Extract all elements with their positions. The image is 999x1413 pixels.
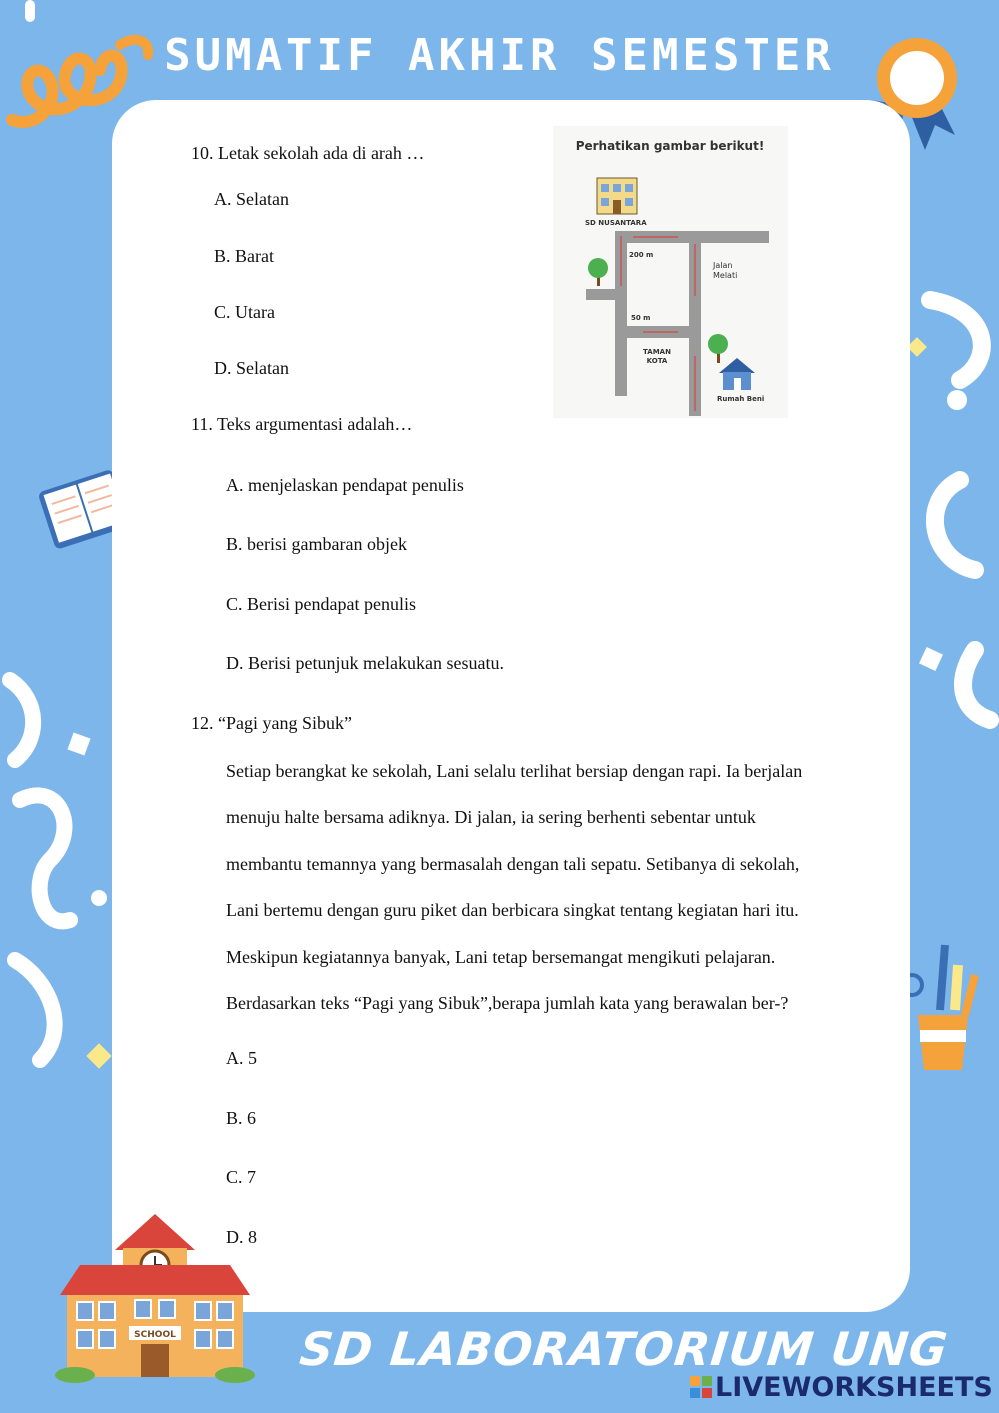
passage-line: membantu temannya yang bermasalah dengan tali sepatu. Setibanya di sekolah, (226, 853, 800, 874)
liveworksheets-logo-icon (690, 1376, 712, 1398)
house-icon (719, 358, 755, 390)
school-building-illustration (55, 1210, 255, 1385)
passage-question-line: Berdasarkan teks “Pagi yang Sibuk”,berapa jumlah kata yang berawalan ber-? (226, 993, 789, 1014)
q11-option-c[interactable]: C. Berisi pendapat penulis (226, 594, 416, 614)
worksheet-card (112, 100, 910, 1312)
q10-option-d[interactable]: D. Selatan (214, 358, 289, 378)
question-11-stem: 11. Teks argumentasi adalah… (191, 414, 413, 434)
q12-option-c[interactable]: C. 7 (226, 1167, 257, 1187)
distance-label-50m: 50 m (631, 314, 651, 322)
passage-line: Lani bertemu dengan guru piket dan berbicara singkat tentang kegiatan hari itu. (226, 900, 799, 921)
park-label-line1: TAMAN (643, 348, 671, 356)
question-12-stem: 12. “Pagi yang Sibuk” (191, 713, 352, 733)
q12-option-b[interactable]: B. 6 (226, 1108, 257, 1128)
white-squiggle-decoration (10, 680, 33, 760)
question-10-stem: 10. Letak sekolah ada di arah … (191, 143, 425, 163)
passage-line: Setiap berangkat ke sekolah, Lani selalu terlihat bersiap dengan rapi. Ia berjalan (226, 761, 803, 781)
passage-line: Meskipun kegiatannya banyak, Lani tetap bersemangat mengikuti pelajaran. (226, 946, 776, 967)
footer-school-name: SD LABORATORIUM UNG (297, 1322, 951, 1376)
distance-label-200m: 200 m (629, 251, 654, 259)
school-sign: SCHOOL (134, 1330, 176, 1340)
passage-line: menuju halte bersama adiknya. Di jalan, ia sering berhenti sebentar untuk (226, 807, 756, 828)
tree-icon (588, 258, 608, 286)
q10-option-a[interactable]: A. Selatan (214, 189, 289, 209)
street-label-line1: Jalan (713, 261, 733, 270)
tree-icon (708, 334, 728, 363)
page-title: SUMATIF AKHIR SEMESTER (164, 30, 835, 81)
liveworksheets-brand[interactable] (690, 1372, 993, 1403)
street-label-line2: Melati (713, 271, 738, 280)
house-label: Rumah Beni (717, 395, 765, 403)
q11-option-d[interactable]: D. Berisi petunjuk melakukan sesuatu. (226, 653, 504, 673)
q12-reading-passage (226, 748, 896, 1026)
q12-option-a[interactable]: A. 5 (226, 1048, 257, 1068)
q12-option-d[interactable]: D. 8 (226, 1227, 257, 1247)
school-building-icon (597, 178, 637, 214)
q10-option-c[interactable]: C. Utara (214, 302, 275, 322)
direction-map-image (553, 126, 788, 418)
q11-option-a[interactable]: A. menjelaskan pendapat penulis (226, 475, 464, 495)
pencil-cup-decoration (902, 945, 975, 1070)
park-label-line2: KOTA (646, 357, 668, 365)
map-title: Perhatikan gambar berikut! (575, 139, 765, 153)
brand-text: LIVEWORKSHEETS (715, 1372, 993, 1403)
q10-option-b[interactable]: B. Barat (214, 246, 274, 266)
q11-option-b[interactable]: B. berisi gambaran objek (226, 534, 407, 554)
school-label: SD NUSANTARA (585, 219, 647, 227)
